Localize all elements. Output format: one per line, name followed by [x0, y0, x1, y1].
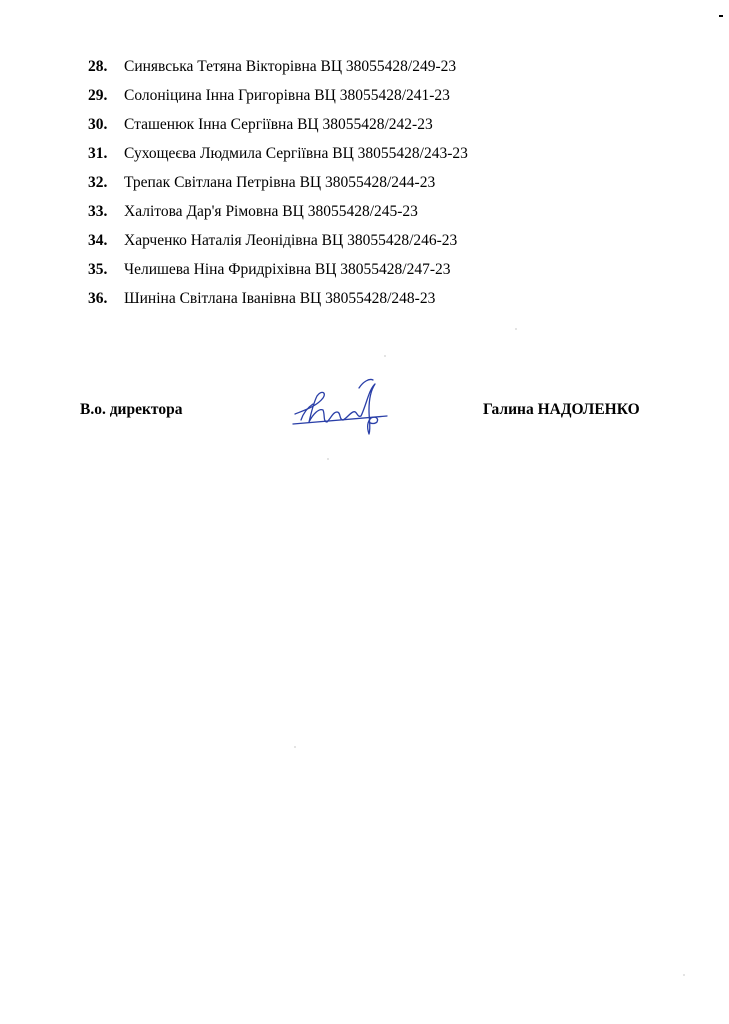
scan-speck	[515, 328, 517, 330]
list-item	[88, 168, 468, 197]
list-item	[88, 226, 468, 255]
item-text: Сташенюк Інна Сергіївна ВЦ 38055428/242-23	[124, 115, 433, 133]
handwritten-signature	[283, 370, 398, 440]
list-item	[88, 52, 468, 81]
signer-name: Галина НАДОЛЕНКО	[483, 401, 640, 418]
item-number: 30.	[88, 115, 108, 133]
scan-speck	[384, 355, 386, 357]
scan-speck	[683, 974, 685, 976]
item-number: 36.	[88, 289, 108, 307]
item-text: Челишева Ніна Фридріхівна ВЦ 38055428/247-23	[124, 260, 451, 278]
signer-role: В.о. директора	[80, 401, 183, 418]
staff-list	[88, 52, 468, 313]
corner-mark	[719, 15, 723, 17]
item-text: Трепак Світлана Петрівна ВЦ 38055428/244-23	[124, 173, 436, 191]
item-number: 28.	[88, 57, 108, 75]
item-text: Шиніна Світлана Іванівна ВЦ 38055428/248-23	[124, 289, 436, 307]
scan-speck	[327, 458, 329, 460]
item-number: 31.	[88, 144, 108, 162]
item-number: 32.	[88, 173, 108, 191]
item-text: Солоніцина Інна Григорівна ВЦ 38055428/241-23	[124, 86, 450, 104]
item-number: 34.	[88, 231, 108, 249]
item-text: Халітова Дар'я Рімовна ВЦ 38055428/245-23	[124, 202, 418, 220]
scan-speck	[294, 746, 296, 748]
item-text: Синявська Тетяна Вікторівна ВЦ 38055428/249-23	[124, 57, 457, 75]
list-item	[88, 284, 468, 313]
item-text: Сухощеєва Людмила Сергіївна ВЦ 38055428/243-23	[124, 144, 468, 162]
list-item	[88, 139, 468, 168]
item-text: Харченко Наталія Леонідівна ВЦ 38055428/246-23	[124, 231, 458, 249]
item-number: 33.	[88, 202, 108, 220]
list-item	[88, 81, 468, 110]
item-number: 29.	[88, 86, 108, 104]
signature-strokes	[293, 379, 387, 434]
item-number: 35.	[88, 260, 108, 278]
list-item	[88, 197, 468, 226]
list-item	[88, 110, 468, 139]
list-item	[88, 255, 468, 284]
